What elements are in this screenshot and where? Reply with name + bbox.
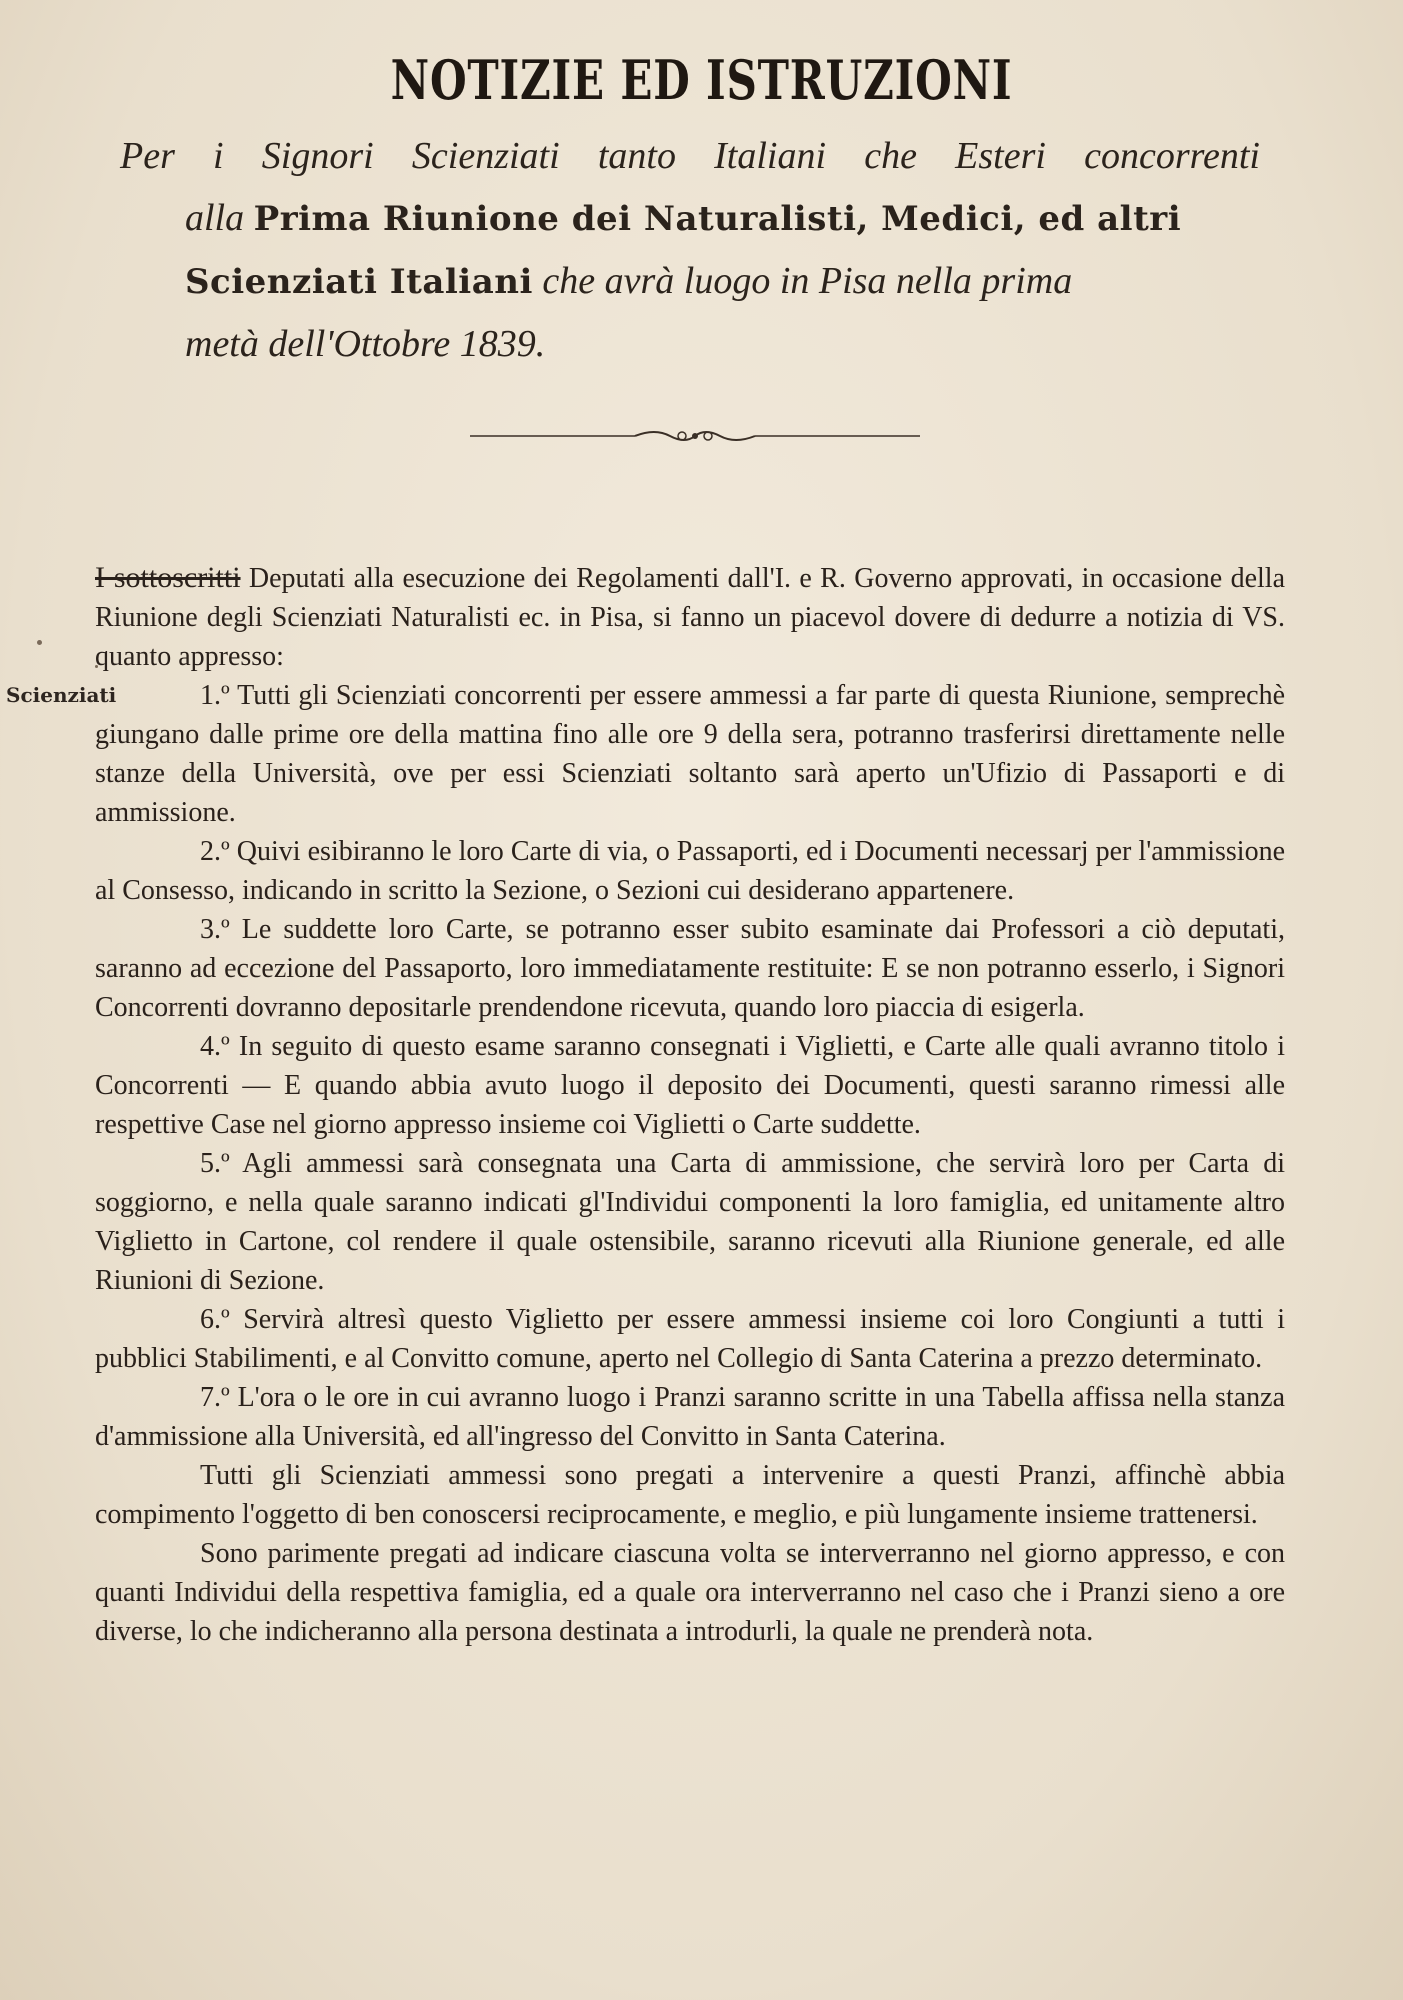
closing-paragraph-2: Sono parimente pregati ad indicare ciascuna volta se interverranno nel giorno appresso, e con quanti Individui della respettiva famiglia, ed a quale ora interverranno nel caso che i Pranzi sieno a ore diverse, lo che indicheranno alla persona destinata a introdurli, la quale ne prenderà nota.	[95, 1538, 1285, 1647]
closing-paragraph-1: Tutti gli Scienziati ammessi sono pregati a intervenire a questi Pranzi, affinchè abbia compimento l'oggetto di ben conoscersi reciprocamente, e meglio, e più lungamente insieme trattenersi.	[95, 1460, 1285, 1530]
document-body	[95, 558, 1285, 1651]
item-5: 5.º Agli ammessi sarà consegnata una Carta di ammissione, che servirà loro per Carta di soggiorno, e nella quale saranno indicati gl'Individui componenti la loro famiglia, ed unitamente altro Viglietto in Cartone, col rendere il quale ostensibile, saranno ricevuti alla Riunione generale, ed alle Riunioni di Sezione.	[95, 1148, 1285, 1296]
item-1: 1.º Tutti gli Scienziati concorrenti per essere ammessi a far parte di questa Riunione, semprechè giungano dalle prime ore della mattina fino alle ore 9 della sera, potranno trasferirsi direttamente nelle stanze della Università, ove per essi Scienziati soltanto sarà aperto un'Ufizio di Passaporti e di ammissione.	[95, 680, 1285, 828]
intro-paragraph	[95, 558, 1285, 676]
ink-speck	[37, 640, 42, 645]
item-4: 4.º In seguito di questo esame saranno consegnati i Viglietti, e Carte alle quali avranno titolo i Concorrenti — E quando abbia avuto luogo il deposito dei Documenti, questi saranno rimessi alle respettive Case nel giorno appresso insieme coi Viglietti o Carte suddette.	[95, 1031, 1285, 1140]
margin-note: Scienziati	[6, 683, 117, 707]
ornament-divider	[470, 425, 920, 447]
item-2: 2.º Quivi esibiranno le loro Carte di via, o Passaporti, ed i Documenti necessarj per l'ammissione al Consesso, indicando in scritto la Sezione, o Sezioni cui desiderano appartenere.	[95, 836, 1285, 906]
item-6: 6.º Servirà altresì questo Viglietto per essere ammessi insieme coi loro Congiunti a tutti i pubblici Stabilimenti, e al Convitto comune, aperto nel Collegio di Santa Caterina a prezzo determinato.	[95, 1304, 1285, 1374]
heading-line-4: metà dell'Ottobre 1839.	[185, 323, 546, 365]
item-3: 3.º Le suddette loro Carte, se potranno esser subito esaminate dai Professori a ciò deputati, saranno ad eccezione del Passaporto, loro immediatamente restituite: E se non potranno esserlo, i Signori Concorrenti dovranno depositarle prendendone ricevuta, quando loro piaccia di esigerla.	[95, 914, 1285, 1023]
intro-text: Deputati alla esecuzione dei Regolamenti dall'I. e R. Governo approvati, in occasione della Riunione degli Scienziati Naturalisti ec. in Pisa, si fanno un piacevol dovere di dedurre a notizia di VS. quanto appresso:	[95, 563, 1285, 672]
heading-line-3-blackletter: Scienziati Italiani	[185, 262, 533, 302]
heading-line-2-prefix: alla	[185, 197, 245, 239]
struck-opening-word: I sottoscritti	[95, 561, 241, 594]
heading-line-3	[120, 250, 1260, 313]
heading-line-1: Per i Signori Scienziati tanto Italiani che Esteri concorrenti	[120, 135, 1260, 177]
heading-line-2	[120, 187, 1260, 250]
heading-line-2-blackletter: Prima Riunione dei Naturalisti, Medici, ed altri	[253, 199, 1182, 239]
document-title: NOTIZIE ED ISTRUZIONI	[390, 48, 1013, 112]
heading-line-3-suffix: che avrà luogo in Pisa nella prima	[542, 260, 1073, 302]
item-7: 7.º L'ora o le ore in cui avranno luogo i Pranzi saranno scritte in una Tabella affissa nella stanza d'ammissione alla Università, ed all'ingresso del Convitto in Santa Caterina.	[95, 1382, 1285, 1452]
document-heading	[120, 125, 1260, 375]
